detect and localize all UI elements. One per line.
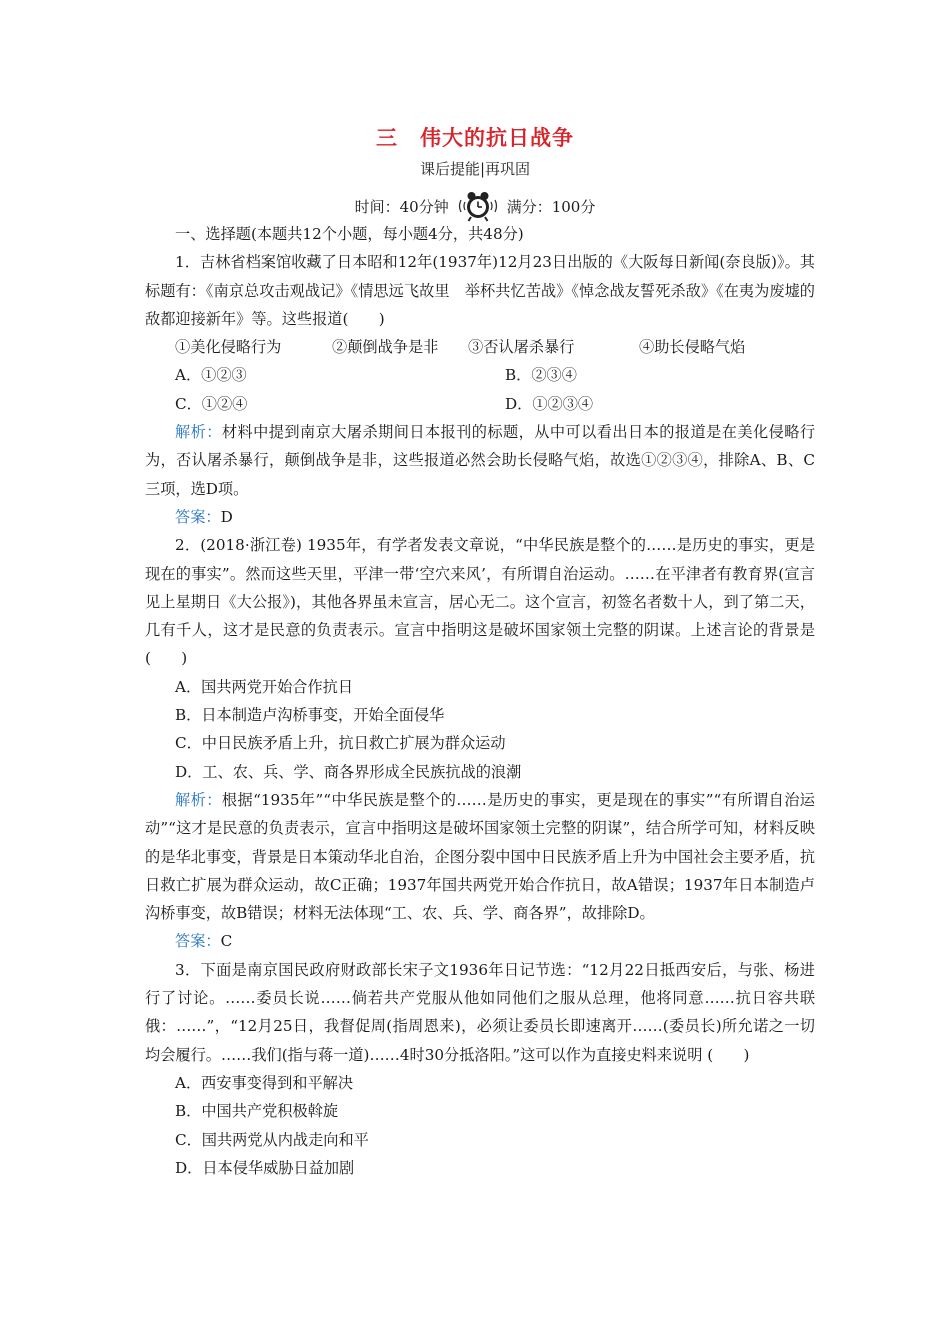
alarm-clock-icon [455, 189, 501, 223]
option-d: D．工、农、兵、学、商各界形成全民族抗战的浪潮 [175, 762, 522, 781]
section-heading: 一、选择题(本题共12个小题，每小题4分，共48分) [175, 225, 524, 243]
statement-1: ①美化侵略行为 [175, 338, 282, 357]
question-1-answer [145, 503, 815, 531]
option-b: B．中国共产党积极斡旋 [175, 1102, 339, 1121]
question-1-analysis [145, 418, 815, 503]
statement-4: ④助长侵略气焰 [639, 338, 746, 357]
option-b: B．日本制造卢沟桥事变，开始全面侵华 [175, 706, 445, 725]
answer-label: 答案： [175, 932, 221, 951]
option-a: A．①②③ [175, 366, 247, 385]
question-1-statements [145, 333, 815, 361]
answer-value: C [220, 932, 233, 951]
analysis-label: 解析： [175, 423, 222, 442]
statement-2: ②颠倒战争是非 [332, 338, 439, 357]
page-subtitle: 课后提能|再巩固 [419, 160, 531, 178]
option-d: D．日本侵华威胁日益加剧 [175, 1158, 355, 1177]
answer-label: 答案： [175, 507, 221, 526]
time-label: 时间：40分钟 [354, 197, 449, 216]
question-2-analysis [145, 786, 815, 927]
page-title: 三 伟大的抗日战争 [376, 125, 574, 150]
option-c: C．国共两党从内战走向和平 [175, 1130, 369, 1149]
question-content [145, 220, 815, 1182]
statement-3: ③否认屠杀暴行 [468, 338, 575, 357]
analysis-text: 材料中提到南京大屠杀期间日本报刊的标题，从中可以看出日本的报道是在美化侵略行为，否认屠杀暴行，颠倒战争是非，这些报道必然会助长侵略气焰，故选①②③④，排除A、B、C三项，选D项。 [145, 423, 816, 498]
option-c: C．中日民族矛盾上升，抗日救亡扩展为群众运动 [175, 734, 506, 753]
question-2-answer [145, 927, 815, 955]
analysis-label: 解析： [175, 790, 222, 809]
question-1-options [145, 361, 815, 418]
option-c: C．①②④ [175, 394, 248, 413]
question-3-stem: 3．下面是南京国民政府财政部长宋子文1936年日记节选：“12月22日抵西安后，与张、杨进行了讨论。……委员长说……倘若共产党服从他如同他们之服从总理，他将同意……抗日容共联俄：……”，“12月25日，我督促周(指周恩来)，必须让委员长即速离开……(委员长)所允诺之一切均会履行。……我们(指与蒋一道)……4时30分抵洛阳。”这可以作为直接史料来说明 ( ) [145, 960, 815, 1064]
question-1-stem: 1．吉林省档案馆收藏了日本昭和12年(1937年)12月23日出版的《大阪每日新闻(奈良版)》。其标题有：《南京总攻击观战记》《情思远飞故里 举杯共忆苦战》《悼念战友誓死杀敌》《在夷为废墟的敌都迎接新年》等。这些报道( ) [145, 253, 815, 328]
option-b: B．②③④ [505, 366, 577, 385]
option-a: A．西安事变得到和平解决 [175, 1073, 354, 1092]
option-d: D．①②③④ [505, 394, 594, 413]
analysis-text: 根据“1935年”“中华民族是整个的……是历史的事实，更是现在的事实”“有所谓自治运动”“这才是民意的负责表示，宣言中指明这是破坏国家领土完整的阴谋”，结合所学可知，材料反映的是华北事变，背景是日本策动华北自治，企图分裂中国中日民族矛盾上升为中国社会主要矛盾，抗日救亡扩展为群众运动，故C正确；1937年国共两党开始合作抗日，故A错误；1937年日本制造卢沟桥事变，故B错误；材料无法体现“工、农、兵、学、商各界”，故排除D。 [145, 790, 815, 923]
question-2-stem: 2．(2018·浙江卷) 1935年，有学者发表文章说，“中华民族是整个的……是历史的事实，更是现在的事实”。然而这些天里，平津一带‘空穴来风’，有所谓自治运动。……在平津者有教育界(宣言见上星期日《大公报》)，其他各界虽未宣言，居心无二。这个宣言，初签名者数十人，到了第二天，几有千人，这才是民意的负责表示。宣言中指明这是破坏国家领土完整的阴谋。上述言论的背景是( ) [145, 536, 815, 668]
time-score-bar [0, 188, 950, 224]
option-a: A．国共两党开始合作抗日 [175, 677, 354, 696]
score-label: 满分：100分 [506, 197, 596, 216]
answer-value: D [220, 507, 233, 526]
